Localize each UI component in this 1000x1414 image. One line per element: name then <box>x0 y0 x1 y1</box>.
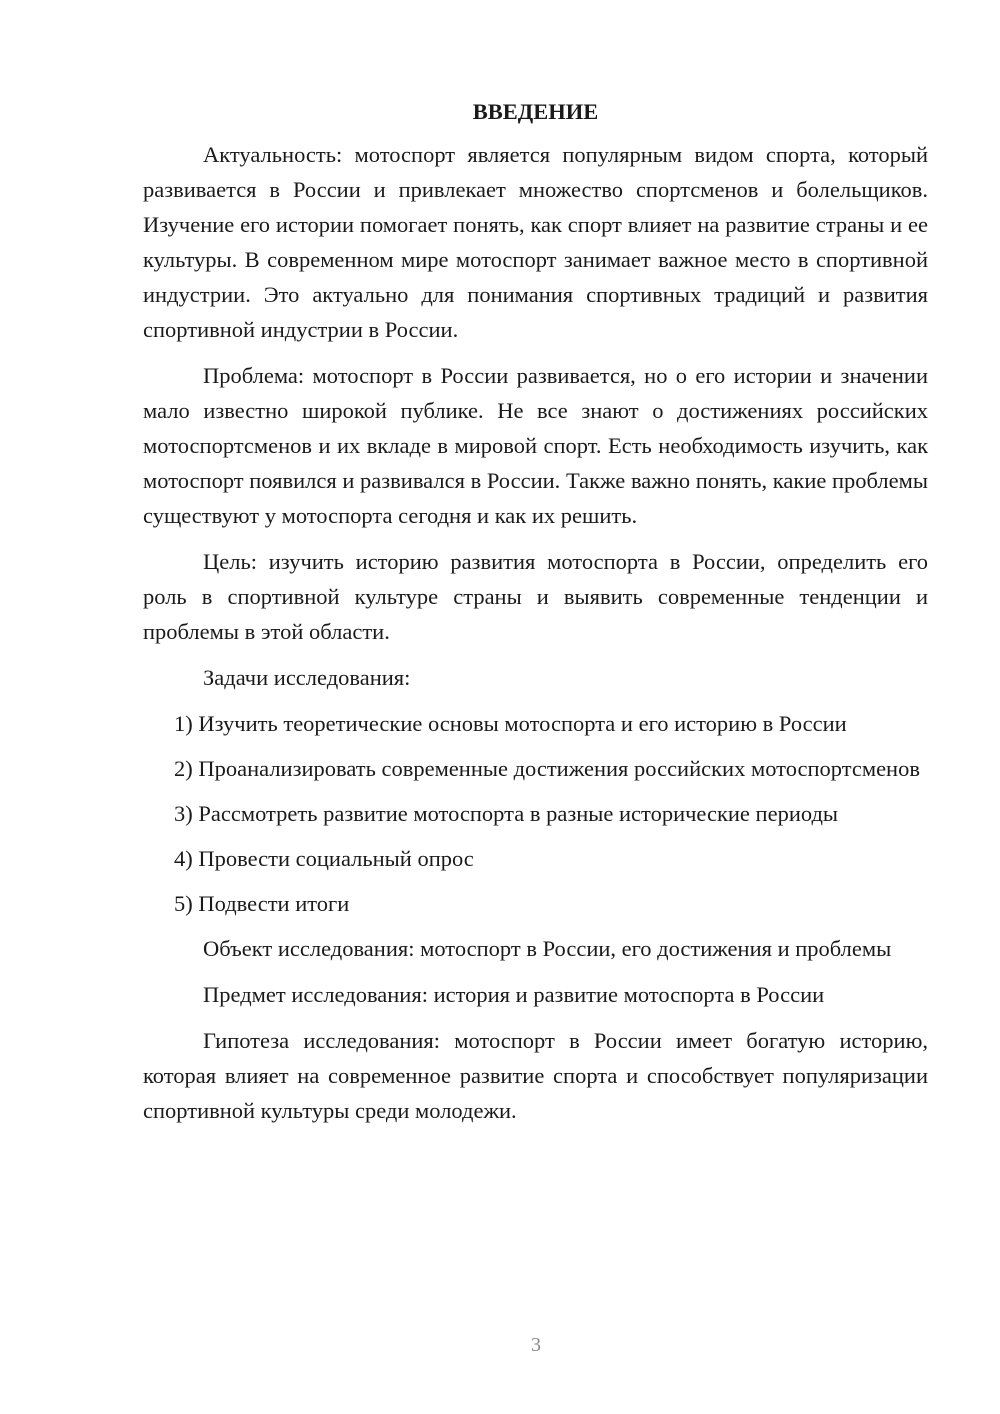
page-number: 3 <box>531 1334 541 1356</box>
object-paragraph: Объект исследования: мотоспорт в России, его достижения и проблемы <box>203 936 892 961</box>
task-item-1: 1) Изучить теоретические основы мотоспорта и его историю в России <box>174 711 847 736</box>
goal-paragraph: Цель: изучить историю развития мотоспорта в России, определить его роль в спортивной культуре страны и выявить современные тенденции и проблемы в этой области. <box>143 549 928 644</box>
task-item-4: 4) Провести социальный опрос <box>174 846 474 871</box>
task-item-5: 5) Подвести итоги <box>174 891 350 916</box>
subject-paragraph: Предмет исследования: история и развитие мотоспорта в России <box>203 982 825 1007</box>
hypothesis-paragraph: Гипотеза исследования: мотоспорт в России имеет богатую историю, которая влияет на современное развитие спорта и способствует популяризации спортивной культуры среди молодежи. <box>143 1028 928 1123</box>
tasks-heading: Задачи исследования: <box>203 665 411 690</box>
relevance-paragraph: Актуальность: мотоспорт является популярным видом спорта, который развивается в России и привлекает множество спортсменов и болельщиков. Изучение его истории помогает понять, как спорт влияет на развитие страны и ее культуры. В современном мире мотоспорт занимает важное место в спортивной индустрии. Это актуально для понимания спортивных традиций и развития спортивной индустрии в России. <box>143 142 928 342</box>
problem-paragraph: Проблема: мотоспорт в России развивается, но о его истории и значении мало известно широкой публике. Не все знают о достижениях российских мотоспортсменов и их вкладе в мировой спорт. Есть необходимость изучить, как мотоспорт появился и развивался в России. Также важно понять, какие проблемы существуют у мотоспорта сегодня и как их решить. <box>143 363 928 528</box>
task-item-3: 3) Рассмотреть развитие мотоспорта в разные исторические периоды <box>174 801 839 826</box>
task-item-2: 2) Проанализировать современные достижения российских мотоспортсменов <box>174 756 920 781</box>
section-heading: ВВЕДЕНИЕ <box>472 99 599 124</box>
page-content <box>143 96 928 1139</box>
